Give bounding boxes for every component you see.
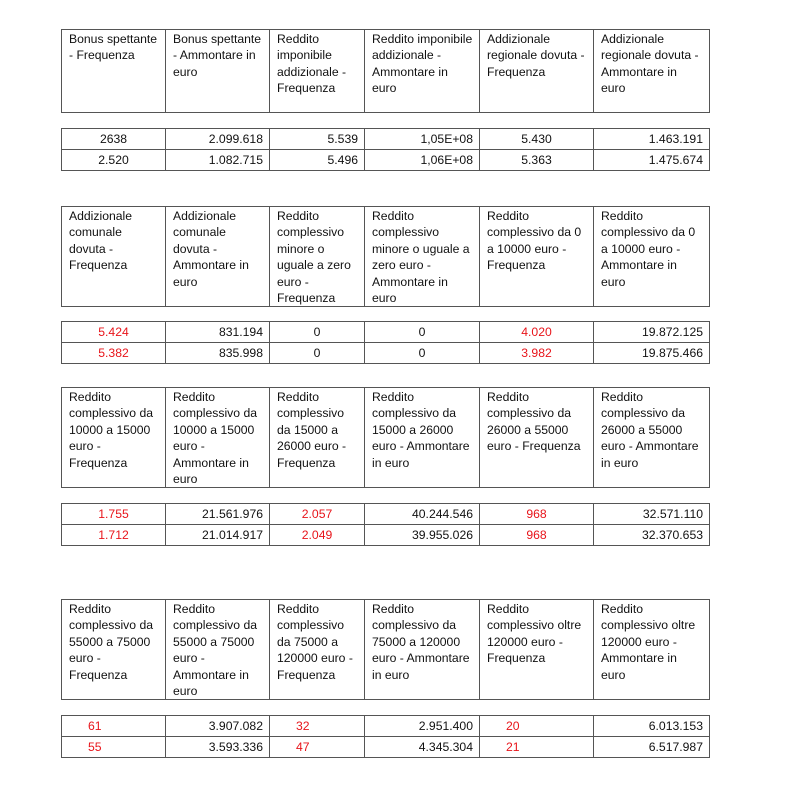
section-4-data [61, 715, 709, 758]
table-row [62, 322, 710, 343]
data-cell: 968 [480, 504, 594, 525]
data-cell: 32 [270, 716, 365, 737]
header-cell: Bonus spettante - Ammontare in euro [166, 30, 270, 113]
data-cell: 5.539 [270, 129, 365, 150]
table-row [62, 737, 710, 758]
header-cell: Bonus spettante - Frequenza [62, 30, 166, 113]
table-row [62, 716, 710, 737]
data-cell: 1.755 [62, 504, 166, 525]
header-cell: Reddito complessivo oltre 120000 euro - Ammontare in euro [594, 600, 710, 700]
header-cell: Reddito imponibile addizionale - Frequenza [270, 30, 365, 113]
data-cell: 5.496 [270, 150, 365, 171]
header-cell: Reddito complessivo da 0 a 10000 euro - Frequenza [480, 207, 594, 307]
data-cell: 0 [365, 343, 480, 364]
header-cell: Reddito complessivo da 75000 a 120000 euro - Frequenza [270, 600, 365, 700]
header-cell: Reddito complessivo da 55000 a 75000 euro - Frequenza [62, 600, 166, 700]
data-cell: 3.907.082 [166, 716, 270, 737]
data-cell: 1,05E+08 [365, 129, 480, 150]
header-cell: Reddito complessivo oltre 120000 euro - Frequenza [480, 600, 594, 700]
table-row [62, 343, 710, 364]
data-cell: 61 [62, 716, 166, 737]
data-cell: 21 [480, 737, 594, 758]
data-cell: 21.561.976 [166, 504, 270, 525]
data-cell: 968 [480, 525, 594, 546]
data-cell: 6.013.153 [594, 716, 710, 737]
data-cell: 2.099.618 [166, 129, 270, 150]
data-cell: 19.872.125 [594, 322, 710, 343]
data-cell: 21.014.917 [166, 525, 270, 546]
header-cell: Addizionale regionale dovuta - Ammontare in euro [594, 30, 710, 113]
header-cell: Reddito complessivo da 26000 a 55000 euro - Ammontare in euro [594, 388, 710, 488]
data-cell: 47 [270, 737, 365, 758]
table-row [62, 129, 710, 150]
data-cell: 3.593.336 [166, 737, 270, 758]
section-3-header [61, 387, 709, 488]
data-cell: 4.020 [480, 322, 594, 343]
data-cell: 0 [270, 322, 365, 343]
section-1-header [61, 29, 709, 113]
data-cell: 19.875.466 [594, 343, 710, 364]
data-cell: 1.475.674 [594, 150, 710, 171]
section-1-data [61, 128, 709, 171]
data-cell: 20 [480, 716, 594, 737]
header-cell: Addizionale comunale dovuta - Frequenza [62, 207, 166, 307]
data-cell: 1.712 [62, 525, 166, 546]
data-cell: 55 [62, 737, 166, 758]
data-cell: 6.517.987 [594, 737, 710, 758]
header-cell: Addizionale comunale dovuta - Ammontare in euro [166, 207, 270, 307]
data-cell: 0 [365, 322, 480, 343]
table-row [62, 150, 710, 171]
data-cell: 3.982 [480, 343, 594, 364]
header-cell: Reddito complessivo da 26000 a 55000 euro - Frequenza [480, 388, 594, 488]
header-cell: Reddito complessivo da 10000 a 15000 euro - Frequenza [62, 388, 166, 488]
section-2-data [61, 321, 709, 364]
data-cell: 5.363 [480, 150, 594, 171]
data-cell: 5.430 [480, 129, 594, 150]
header-cell: Reddito imponibile addizionale - Ammontare in euro [365, 30, 480, 113]
data-cell: 1.463.191 [594, 129, 710, 150]
data-cell: 2638 [62, 129, 166, 150]
header-cell: Reddito complessivo da 15000 a 26000 euro - Frequenza [270, 388, 365, 488]
data-cell: 1.082.715 [166, 150, 270, 171]
section-3-data [61, 503, 709, 546]
header-cell: Reddito complessivo minore o uguale a zero euro - Ammontare in euro [365, 207, 480, 307]
header-cell: Reddito complessivo minore o uguale a zero euro - Frequenza [270, 207, 365, 307]
data-cell: 0 [270, 343, 365, 364]
data-cell: 32.571.110 [594, 504, 710, 525]
data-cell: 40.244.546 [365, 504, 480, 525]
table-row [62, 504, 710, 525]
data-cell: 831.194 [166, 322, 270, 343]
data-cell: 2.520 [62, 150, 166, 171]
data-cell: 1,06E+08 [365, 150, 480, 171]
data-cell: 5.424 [62, 322, 166, 343]
data-cell: 2.951.400 [365, 716, 480, 737]
header-cell: Reddito complessivo da 0 a 10000 euro - Ammontare in euro [594, 207, 710, 307]
data-cell: 835.998 [166, 343, 270, 364]
section-2-header [61, 206, 709, 307]
data-cell: 32.370.653 [594, 525, 710, 546]
table-row [62, 525, 710, 546]
data-cell: 2.057 [270, 504, 365, 525]
section-4-header [61, 599, 709, 700]
data-cell: 39.955.026 [365, 525, 480, 546]
header-cell: Reddito complessivo da 55000 a 75000 euro - Ammontare in euro [166, 600, 270, 700]
data-cell: 4.345.304 [365, 737, 480, 758]
data-cell: 5.382 [62, 343, 166, 364]
header-cell: Reddito complessivo da 15000 a 26000 euro - Ammontare in euro [365, 388, 480, 488]
header-cell: Addizionale regionale dovuta - Frequenza [480, 30, 594, 113]
data-cell: 2.049 [270, 525, 365, 546]
header-cell: Reddito complessivo da 10000 a 15000 euro - Ammontare in euro [166, 388, 270, 488]
header-cell: Reddito complessivo da 75000 a 120000 euro - Ammontare in euro [365, 600, 480, 700]
